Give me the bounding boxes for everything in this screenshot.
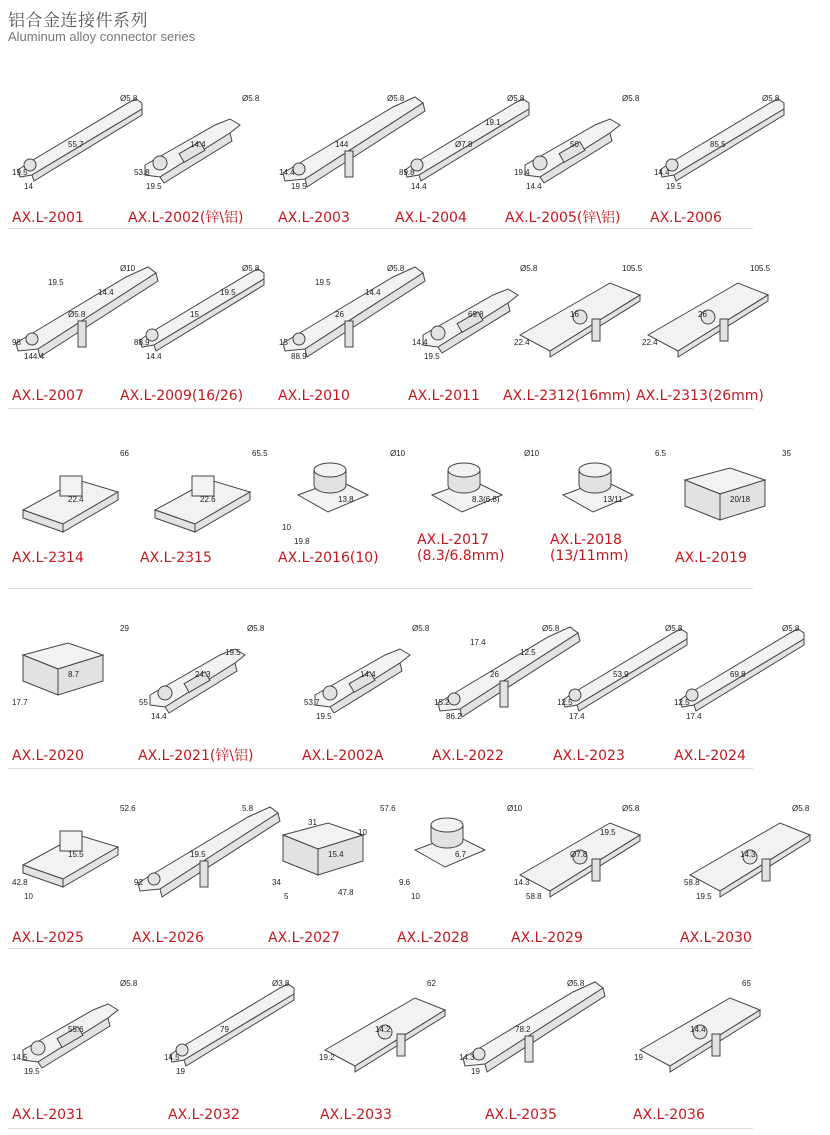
product-model-label [432, 748, 504, 764]
dimension-label: 19.5 [291, 182, 307, 191]
dimension-label: 19.5 [220, 288, 236, 297]
row-divider [8, 408, 753, 409]
dimension-label: Ø5.8 [387, 94, 405, 103]
dimension-label: 22.4 [642, 338, 658, 347]
product-model-label [138, 748, 254, 764]
product-model-name: AX.L-2005(锌\铝) [505, 210, 621, 226]
dimension-label: 19.5 [24, 1067, 40, 1076]
product-model-name: AX.L-2035 [485, 1107, 557, 1123]
product-model-label [503, 388, 631, 404]
dimension-label: 8.3(6.8) [472, 495, 500, 504]
dimension-label: 105.5 [750, 264, 771, 273]
product-model-label [675, 550, 747, 566]
product-model-label [417, 532, 504, 564]
product-drawing [278, 440, 428, 555]
product-drawing-svg [160, 970, 310, 1085]
dimension-label: 57.6 [380, 804, 396, 813]
product-drawing [680, 795, 830, 910]
product-model-label [168, 1107, 240, 1123]
product-model-label [278, 210, 350, 226]
dimension-label: 31 [308, 818, 317, 827]
product-drawing-svg [670, 440, 820, 555]
product-model-name: AX.L-2009(16/26) [120, 388, 244, 404]
product-drawing-svg [315, 970, 465, 1085]
dimension-label: 14.4 [411, 182, 427, 191]
dimension-label: Ø5.8 [792, 804, 810, 813]
dimension-label: 17.4 [569, 712, 585, 721]
dimension-label: 55.7 [68, 140, 84, 149]
product-model-label [12, 550, 84, 566]
product-model-label [12, 388, 84, 404]
dimension-label: 5.8 [242, 804, 254, 813]
product-model-name: AX.L-2023 [553, 748, 625, 764]
dimension-label: 5 [284, 892, 289, 901]
dimension-label: 15.5 [68, 850, 84, 859]
dimension-label: 15.4 [328, 850, 344, 859]
product-model-name: AX.L-2025 [12, 930, 84, 946]
dimension-label: 88.9 [134, 338, 150, 347]
dimension-label: Ø5.8 [387, 264, 405, 273]
product-model-label [128, 210, 244, 226]
dimension-label: 105.5 [622, 264, 643, 273]
product-model-label [278, 550, 379, 566]
product-model-name: AX.L-2312(16mm) [503, 388, 631, 404]
dimension-label: 14.3 [740, 850, 756, 859]
product-model-name: AX.L-2018 [550, 532, 622, 548]
product-model-label [12, 210, 84, 226]
product-model-label [12, 748, 84, 764]
dimension-label: 19.1 [485, 118, 501, 127]
dimension-label: 50 [570, 140, 579, 149]
product-drawing [300, 615, 450, 730]
product-drawing [130, 85, 280, 200]
dimension-label: 29 [120, 624, 129, 633]
product-model-name: AX.L-2017 [417, 532, 489, 548]
dimension-label: 19.5 [48, 278, 64, 287]
dimension-label: 19.2 [319, 1053, 335, 1062]
dimension-label: 144.4 [24, 352, 45, 361]
row-divider [8, 228, 753, 229]
product-model-name: AX.L-2026 [132, 930, 204, 946]
product-drawing [650, 85, 800, 200]
dimension-label: 24.3 [195, 670, 211, 679]
product-drawing-svg [8, 440, 158, 555]
product-model-name: AX.L-2032 [168, 1107, 240, 1123]
dimension-label: 17.7 [12, 698, 28, 707]
product-model-name: AX.L-2007 [12, 388, 84, 404]
dimension-label: 14.4 [690, 1025, 706, 1034]
product-model-spec: (13/11mm) [550, 548, 629, 564]
dimension-label: Ø5.8 [507, 94, 525, 103]
product-drawing [160, 970, 310, 1085]
dimension-label: 6.5 [655, 449, 667, 458]
product-model-label [120, 388, 243, 404]
dimension-label: 14.4 [526, 182, 542, 191]
dimension-label: 47.8 [338, 888, 354, 897]
product-model-name: AX.L-2003 [278, 210, 350, 226]
product-model-label [268, 930, 340, 946]
dimension-label: Ø7.8 [455, 140, 473, 149]
dimension-label: 19.5 [424, 352, 440, 361]
product-model-label [485, 1107, 557, 1123]
dimension-label: 26 [698, 310, 707, 319]
dimension-label: 19.5 [316, 712, 332, 721]
product-drawing [315, 970, 465, 1085]
row-divider [8, 768, 753, 769]
dimension-label: 15.2 [434, 698, 450, 707]
dimension-label: 34 [272, 878, 281, 887]
product-model-label [12, 930, 84, 946]
product-model-name: AX.L-2029 [511, 930, 583, 946]
dimension-label: 55.6 [68, 1025, 84, 1034]
dimension-label: 35 [782, 449, 791, 458]
product-model-label [674, 748, 746, 764]
dimension-label: 19.5 [600, 828, 616, 837]
product-drawing-svg [135, 615, 285, 730]
product-model-spec: (8.3/6.8mm) [417, 548, 505, 564]
dimension-label: 58.8 [526, 892, 542, 901]
product-drawing-svg [630, 970, 780, 1085]
product-model-label [278, 388, 350, 404]
product-model-name: AX.L-2033 [320, 1107, 392, 1123]
dimension-label: 26 [490, 670, 499, 679]
product-drawing [630, 970, 780, 1085]
product-drawing [8, 970, 158, 1085]
product-drawing [135, 615, 285, 730]
dimension-label: 13/11 [603, 495, 623, 504]
product-drawing [8, 440, 158, 555]
dimension-label: 53.8 [134, 168, 150, 177]
dimension-label: 14.3 [459, 1053, 475, 1062]
product-model-label [553, 748, 625, 764]
product-model-name: AX.L-2002(锌\铝) [128, 210, 244, 226]
product-model-label [302, 748, 383, 764]
product-drawing-svg [510, 795, 660, 910]
dimension-label: 69.8 [468, 310, 484, 319]
dimension-label: 9.6 [399, 878, 411, 887]
dimension-label: 14 [24, 182, 33, 191]
dimension-label: Ø5.8 [120, 979, 138, 988]
product-drawing [510, 85, 660, 200]
product-model-label [12, 1107, 84, 1123]
dimension-label: 14.4 [279, 168, 295, 177]
dimension-label: 26 [335, 310, 344, 319]
product-model-name: AX.L-2024 [674, 748, 746, 764]
product-model-name: AX.L-2004 [395, 210, 467, 226]
product-model-label [397, 930, 469, 946]
dimension-label: 65.5 [252, 449, 268, 458]
dimension-label: Ø5.8 [762, 94, 780, 103]
product-model-label [505, 210, 621, 226]
product-drawing-svg [130, 255, 280, 370]
product-drawing-svg [130, 85, 280, 200]
dimension-label: 79 [220, 1025, 229, 1034]
dimension-label: Ø10 [507, 804, 523, 813]
dimension-label: 15 [279, 338, 288, 347]
dimension-label: 17.4 [470, 638, 486, 647]
product-model-name: AX.L-2313(26mm) [636, 388, 764, 404]
product-drawing [670, 615, 820, 730]
product-model-name: AX.L-2021(锌\铝) [138, 748, 254, 764]
product-model-name: AX.L-2315 [140, 550, 212, 566]
dimension-label: 52.6 [120, 804, 136, 813]
dimension-label: Ø5.8 [242, 264, 260, 273]
product-model-name: AX.L-2036 [633, 1107, 705, 1123]
dimension-label: 92 [134, 878, 143, 887]
product-model-label [408, 388, 480, 404]
dimension-label: 78.2 [515, 1025, 531, 1034]
dimension-label: Ø5.8 [622, 94, 640, 103]
dimension-label: 86.2 [446, 712, 462, 721]
dimension-label: 10 [358, 828, 367, 837]
dimension-label: 19.8 [294, 537, 310, 546]
dimension-label: 69.8 [730, 670, 746, 679]
dimension-label: Ø3.8 [272, 979, 290, 988]
product-model-name: AX.L-2010 [278, 388, 350, 404]
dimension-label: 6.7 [455, 850, 467, 859]
dimension-label: 14.4 [190, 140, 206, 149]
product-model-label [636, 388, 764, 404]
dimension-label: Ø5.8 [567, 979, 585, 988]
dimension-label: 14.5 [12, 1053, 28, 1062]
dimension-label: Ø10 [120, 264, 136, 273]
product-model-name: AX.L-2314 [12, 550, 84, 566]
dimension-label: 42.8 [12, 878, 28, 887]
dimension-label: Ø5.8 [520, 264, 538, 273]
dimension-label: Ø5.8 [68, 310, 86, 319]
product-drawing-svg [300, 615, 450, 730]
dimension-label: 19 [634, 1053, 643, 1062]
product-drawing [130, 255, 280, 370]
product-model-name: AX.L-2031 [12, 1107, 84, 1123]
dimension-label: 65 [742, 979, 751, 988]
dimension-label: 16 [570, 310, 579, 319]
dimension-label: 14.4 [360, 670, 376, 679]
dimension-label: 19.5 [315, 278, 331, 287]
dimension-label: 20/18 [730, 495, 751, 504]
product-drawing [638, 255, 788, 370]
product-model-name: AX.L-2027 [268, 930, 340, 946]
dimension-label: 19 [471, 1067, 480, 1076]
dimension-label: 19.5 [190, 850, 206, 859]
row-divider [8, 588, 753, 589]
dimension-label: 14.5 [164, 1053, 180, 1062]
product-model-name: AX.L-2020 [12, 748, 84, 764]
dimension-label: 10 [411, 892, 420, 901]
product-model-label [140, 550, 212, 566]
page-title-en: Aluminum alloy connector series [8, 29, 196, 44]
dimension-label: 58.8 [684, 878, 700, 887]
dimension-label: 53.7 [304, 698, 320, 707]
dimension-label: 53.9 [613, 670, 629, 679]
product-drawing [455, 970, 605, 1085]
product-drawing [670, 440, 820, 555]
product-model-name: AX.L-2006 [650, 210, 722, 226]
dimension-label: 22.4 [514, 338, 530, 347]
dimension-label: Ø5.8 [412, 624, 430, 633]
dimension-label: 14.3 [514, 878, 530, 887]
dimension-label: 144 [335, 140, 349, 149]
dimension-label: 14.4 [365, 288, 381, 297]
dimension-label: 8.7 [68, 670, 80, 679]
dimension-label: 19.5 [146, 182, 162, 191]
dimension-label: 22.4 [68, 495, 84, 504]
product-drawing-svg [8, 970, 158, 1085]
dimension-label: 98 [12, 338, 21, 347]
dimension-label: 13.8 [338, 495, 354, 504]
dimension-label: 89.8 [399, 168, 415, 177]
product-drawing-svg [275, 255, 425, 370]
row-divider [8, 1128, 753, 1129]
product-model-name: AX.L-2011 [408, 388, 480, 404]
dimension-label: 19 [176, 1067, 185, 1076]
product-model-name: AX.L-2001 [12, 210, 84, 226]
dimension-label: 22.6 [200, 495, 216, 504]
page-title-cn: 铝合金连接件系列 [8, 11, 148, 31]
dimension-label: 14.4 [412, 338, 428, 347]
product-drawing-svg [638, 255, 788, 370]
product-drawing [130, 795, 280, 910]
dimension-label: 15 [190, 310, 199, 319]
product-drawing-svg [140, 440, 290, 555]
dimension-label: Ø7.8 [570, 850, 588, 859]
dimension-label: Ø5.8 [782, 624, 800, 633]
dimension-label: 14.2 [375, 1025, 391, 1034]
product-model-label [680, 930, 752, 946]
product-model-label [511, 930, 583, 946]
dimension-label: 17.4 [686, 712, 702, 721]
dimension-label: Ø5.8 [542, 624, 560, 633]
dimension-label: Ø5.8 [665, 624, 683, 633]
dimension-label: 55 [139, 698, 148, 707]
dimension-label: 19.4 [514, 168, 530, 177]
product-drawing [140, 440, 290, 555]
dimension-label: Ø5.8 [242, 94, 260, 103]
product-model-label [550, 532, 629, 564]
dimension-label: Ø10 [524, 449, 540, 458]
product-model-label [650, 210, 722, 226]
dimension-label: 85.5 [710, 140, 726, 149]
product-drawing [275, 255, 425, 370]
dimension-label: 12.5 [520, 648, 536, 657]
dimension-label: 14.4 [146, 352, 162, 361]
dimension-label: 62 [427, 979, 436, 988]
dimension-label: Ø10 [390, 449, 406, 458]
product-drawing-svg [510, 85, 660, 200]
product-model-label [633, 1107, 705, 1123]
dimension-label: Ø5.8 [247, 624, 265, 633]
dimension-label: 19.5 [225, 648, 241, 657]
dimension-label: 14.4 [654, 168, 670, 177]
dimension-label: 12.5 [557, 698, 573, 707]
product-drawing-svg [455, 970, 605, 1085]
product-model-name: AX.L-2030 [680, 930, 752, 946]
row-divider [8, 948, 753, 949]
dimension-label: 88.9 [291, 352, 307, 361]
product-drawing-svg [278, 440, 428, 555]
dimension-label: 14.4 [98, 288, 114, 297]
dimension-label: 66 [120, 449, 129, 458]
dimension-label: 10 [24, 892, 33, 901]
product-model-name: AX.L-2016(10) [278, 550, 379, 566]
product-drawing-svg [670, 615, 820, 730]
product-model-label [132, 930, 204, 946]
product-drawing-svg [130, 795, 280, 910]
product-drawing-svg [650, 85, 800, 200]
product-model-name: AX.L-2022 [432, 748, 504, 764]
dimension-label: 19.5 [696, 892, 712, 901]
dimension-label: 14.4 [151, 712, 167, 721]
dimension-label: Ø5.8 [622, 804, 640, 813]
dimension-label: 19.5 [666, 182, 682, 191]
dimension-label: 12.5 [674, 698, 690, 707]
dimension-label: 19.5 [12, 168, 28, 177]
product-model-label [320, 1107, 392, 1123]
product-model-label [395, 210, 467, 226]
product-model-name: AX.L-2002A [302, 748, 384, 764]
product-model-name: AX.L-2019 [675, 550, 747, 566]
dimension-label: Ø5.8 [120, 94, 138, 103]
product-model-name: AX.L-2028 [397, 930, 469, 946]
product-drawing [510, 795, 660, 910]
dimension-label: 10 [282, 523, 291, 532]
product-drawing-svg [680, 795, 830, 910]
